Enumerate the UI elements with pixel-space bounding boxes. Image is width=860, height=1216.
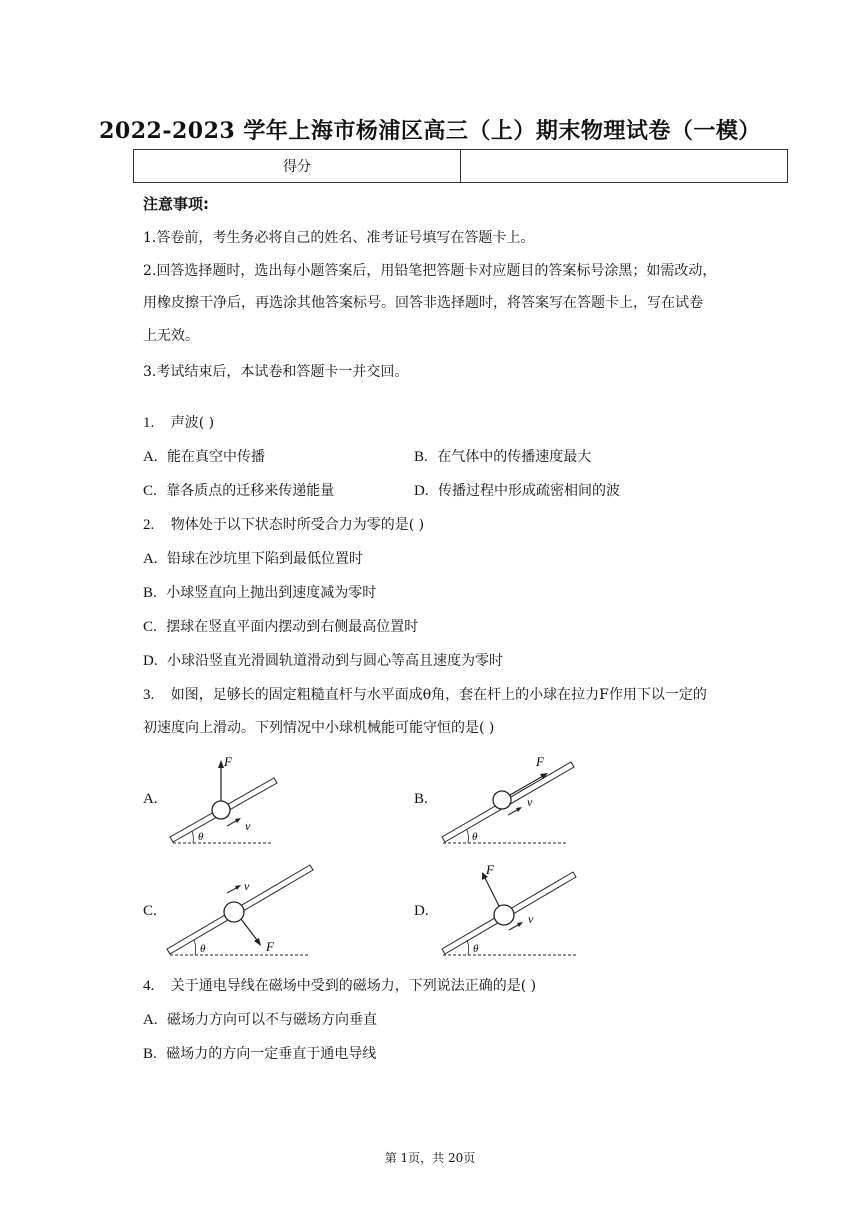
question-4	[143, 975, 536, 995]
figure-option-c-label[interactable]: C.	[143, 903, 157, 919]
incline-diagram-c	[165, 860, 315, 960]
option-a[interactable]	[143, 1009, 377, 1029]
score-table	[133, 149, 788, 183]
option-d[interactable]	[143, 650, 503, 670]
incline-diagram-d	[438, 860, 588, 960]
velocity-label: v	[244, 879, 250, 893]
question-stem: 物体处于以下状态时所受合力为零的是( )	[170, 517, 425, 533]
notice-item: 用橡皮擦干净后，再选涂其他答案标号。回答非选择题时，将答案写在答题卡上，写在试卷	[143, 295, 703, 311]
option-letter: A.	[143, 449, 158, 465]
option-text: 靠各质点的迁移来传递能量	[166, 483, 335, 499]
notice-item: 上无效。	[143, 328, 199, 344]
option-a[interactable]	[143, 446, 265, 466]
option-letter: C.	[143, 619, 157, 635]
page-footer: 第 1页，共 20页	[384, 1151, 476, 1165]
force-label: F	[536, 754, 544, 769]
option-b[interactable]	[143, 582, 376, 602]
score-value	[461, 150, 788, 183]
question-stem: 关于通电导线在磁场中受到的磁场力，下列说法正确的是( )	[170, 978, 537, 994]
option-text: 小球竖直向上抛出到速度减为零时	[166, 585, 377, 601]
option-a[interactable]	[143, 548, 363, 568]
option-letter: B.	[143, 1046, 157, 1062]
velocity-label: v	[527, 795, 533, 809]
option-b[interactable]	[414, 446, 591, 466]
option-letter: B.	[143, 585, 157, 601]
angle-label: θ	[198, 831, 204, 843]
option-letter: A.	[143, 1012, 158, 1028]
question-number: 3.	[143, 687, 155, 703]
option-letter: B.	[414, 449, 428, 465]
option-text: 摆球在竖直平面内摆动到右侧最高位置时	[166, 619, 419, 635]
option-c[interactable]	[143, 480, 334, 500]
figure-option-d-label[interactable]: D.	[414, 903, 429, 919]
notice-item: 2.回答选择题时，选出每小题答案后，用铅笔把答题卡对应题目的答案标号涂黑；如需改动，	[143, 263, 717, 279]
option-text: 铅球在沙坑里下陷到最低位置时	[167, 551, 364, 567]
angle-label: θ	[200, 943, 206, 955]
option-text: 磁场力方向可以不与磁场方向垂直	[167, 1012, 378, 1028]
option-b[interactable]	[143, 1043, 376, 1063]
question-stem: 声波( )	[170, 415, 215, 431]
question-stem-cont: 初速度向上滑动。下列情况中小球机械能可能守恒的是( )	[143, 720, 495, 736]
force-label: F	[266, 939, 274, 954]
option-letter: D.	[414, 483, 429, 499]
force-label: F	[486, 862, 494, 877]
notice-item: 1.答卷前，考生务必将自己的姓名、准考证号填写在答题卡上。	[143, 230, 535, 246]
option-text: 小球沿竖直光滑圆轨道滑动到与圆心等高且速度为零时	[167, 653, 504, 669]
page-title: 2022-2023 学年上海市杨浦区高三（上）期末物理试卷（一模）	[99, 118, 761, 144]
figure-option-b-label[interactable]: B.	[414, 791, 428, 807]
velocity-label: v	[528, 912, 534, 926]
option-letter: C.	[143, 483, 157, 499]
option-text: 能在真空中传播	[167, 449, 266, 465]
option-letter: D.	[143, 653, 158, 669]
question-2	[143, 514, 424, 534]
option-d[interactable]	[414, 480, 620, 500]
option-text: 传播过程中形成疏密相间的波	[438, 483, 621, 499]
score-label: 得分	[134, 150, 461, 183]
question-1	[143, 412, 214, 432]
figure-option-a-label[interactable]: A.	[143, 791, 158, 807]
option-text: 磁场力的方向一定垂直于通电导线	[166, 1046, 377, 1062]
question-number: 1.	[143, 415, 155, 431]
option-text: 在气体中的传播速度最大	[437, 449, 592, 465]
question-number: 2.	[143, 517, 155, 533]
incline-diagram-a	[165, 750, 285, 850]
angle-label: θ	[473, 943, 479, 955]
velocity-label: v	[245, 819, 251, 833]
question-3	[143, 684, 707, 704]
angle-label: θ	[472, 831, 478, 843]
notice-heading: 注意事项:	[143, 195, 209, 213]
notice-item: 3.考试结束后，本试卷和答题卡一并交回。	[143, 364, 409, 380]
question-stem: 如图，足够长的固定粗糙直杆与水平面成θ角，套在杆上的小球在拉力F作用下以一定的	[170, 687, 707, 703]
option-c[interactable]	[143, 616, 418, 636]
incline-diagram-b	[438, 750, 578, 850]
question-number: 4.	[143, 978, 155, 994]
force-label: F	[224, 754, 232, 769]
option-letter: A.	[143, 551, 158, 567]
